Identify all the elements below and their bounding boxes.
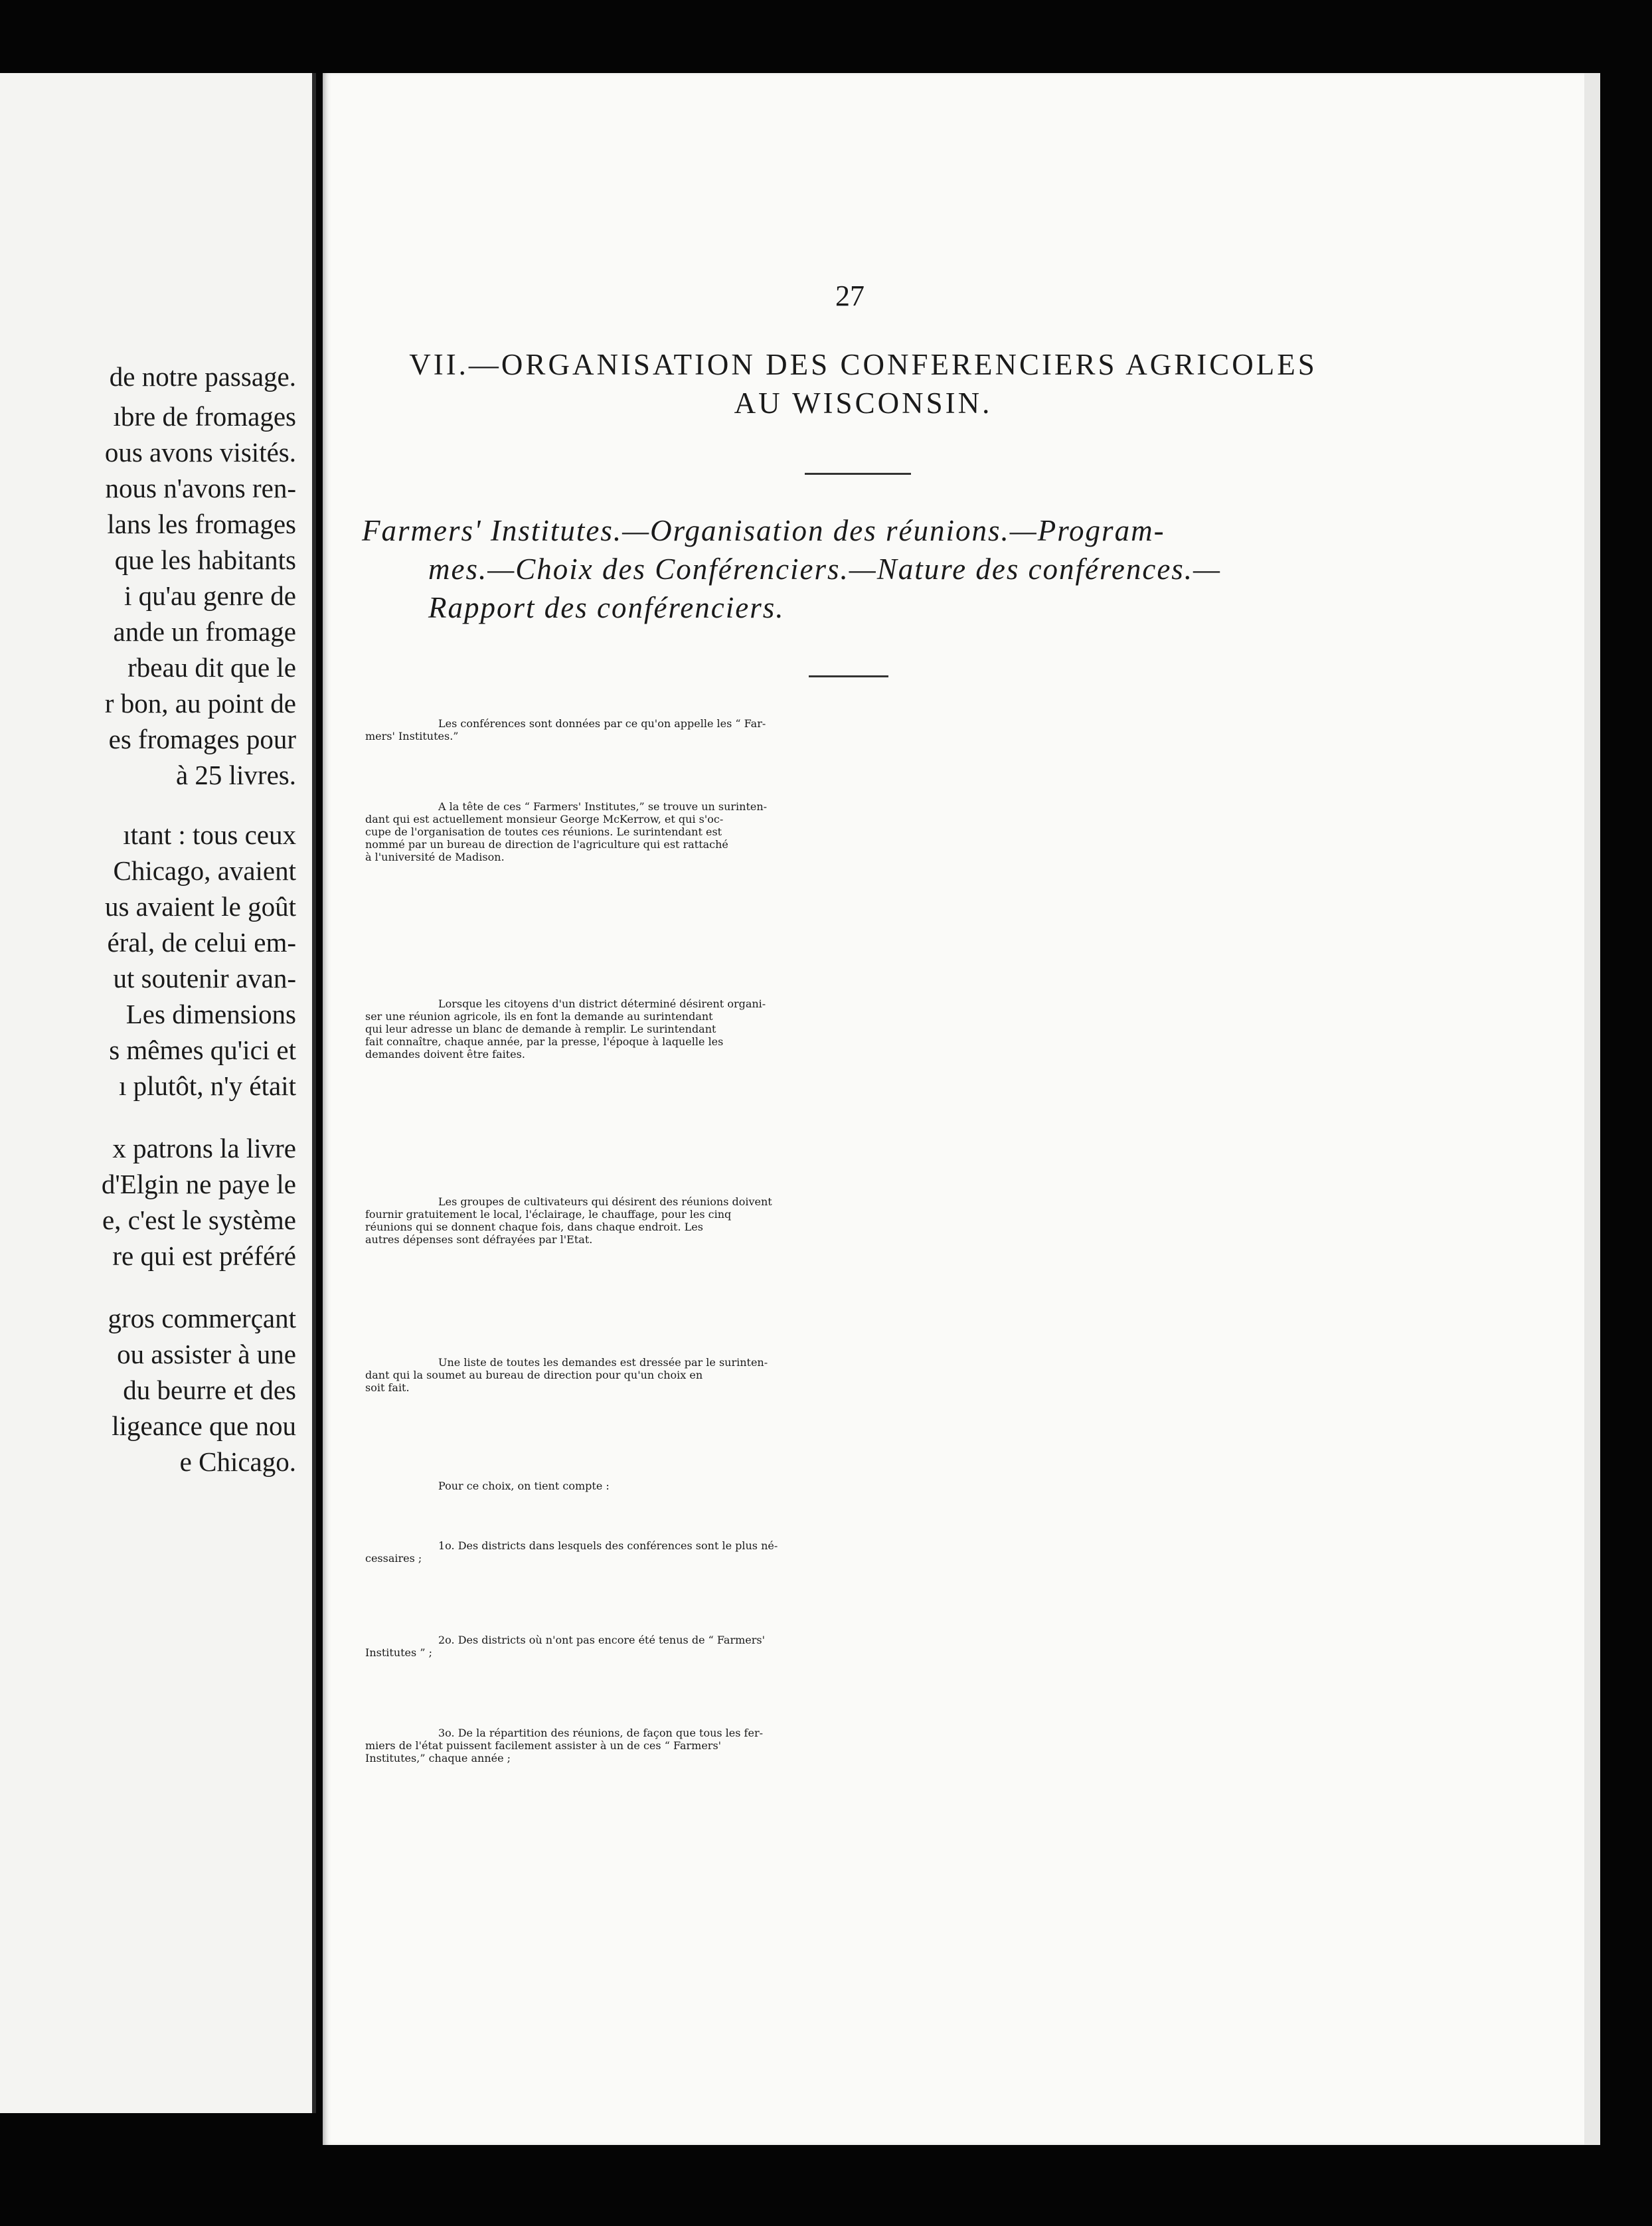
left-page-line: e Chicago. <box>179 1446 296 1477</box>
paragraph <box>365 800 1361 863</box>
list-item <box>365 1727 1361 1764</box>
paragraph-line: dant qui la soumet au bureau de direction pour qu'un choix en <box>365 1369 703 1381</box>
left-page-line: ı plutôt, n'y était <box>118 1070 296 1101</box>
left-page-line: us avaient le goût <box>104 891 296 922</box>
paragraph <box>365 1356 1361 1394</box>
left-page-line: gros commerçant <box>108 1303 296 1333</box>
summary-line-3: Rapport des conférenciers. <box>428 591 785 624</box>
paragraph-line: A la tête de ces “ Farmers' Institutes,” se trouve un surinten- <box>438 800 768 813</box>
page-edge <box>1584 73 1600 2145</box>
paragraph-line: cupe de l'organisation de toutes ces réunions. Le surintendant est <box>365 825 722 838</box>
left-page-line: du beurre et des <box>123 1375 296 1405</box>
paragraph-line: Pour ce choix, on tient compte : <box>438 1480 610 1492</box>
left-page-line: éral, de celui em- <box>107 927 296 958</box>
left-page-line: ıbre de fromages <box>113 401 296 432</box>
paragraph-line: demandes doivent être faites. <box>365 1048 525 1061</box>
left-page-line: ous avons visités. <box>104 437 296 468</box>
paragraph-line: qui leur adresse un blanc de demande à remplir. Le surintendant <box>365 1023 716 1035</box>
left-page-line: e, c'est le système <box>102 1205 296 1235</box>
left-page-line: re qui est préféré <box>112 1241 296 1271</box>
paragraph <box>365 1195 1361 1246</box>
left-page-line: de notre passage. <box>109 361 296 392</box>
list-item <box>365 1539 1361 1565</box>
left-page-line: i qu'au genre de <box>124 580 296 611</box>
divider-rule <box>805 473 911 475</box>
paragraph-line: dant qui est actuellement monsieur George McKerrow, et qui s'oc- <box>365 813 724 825</box>
chapter-title-line-1: VII.—ORGANISATION DES CONFERENCIERS AGRICOLES <box>409 348 1317 381</box>
left-page-line: d'Elgin ne paye le <box>101 1169 296 1199</box>
paragraph-line: Les groupes de cultivateurs qui désirent des réunions doivent <box>438 1195 772 1208</box>
left-page-fragment <box>0 73 316 2113</box>
left-page-line: rbeau dit que le <box>127 652 296 683</box>
paragraph-line: à l'université de Madison. <box>365 851 505 863</box>
paragraph-line: nommé par un bureau de direction de l'agriculture qui est rattaché <box>365 838 728 851</box>
paragraph <box>365 997 1361 1061</box>
left-page-line: es fromages pour <box>108 724 296 754</box>
chapter-summary <box>362 511 1358 627</box>
paragraph <box>365 717 1361 742</box>
left-page-line: ut soutenir avan- <box>113 963 296 993</box>
paragraph-line: 3o. De la répartition des réunions, de façon que tous les fer- <box>438 1727 763 1739</box>
paragraph-line: ser une réunion agricole, ils en font la demande au surintendant <box>365 1010 713 1023</box>
divider-rule <box>809 675 888 677</box>
paragraph-line: soit fait. <box>365 1381 410 1394</box>
left-page-line: lans les fromages <box>107 509 296 539</box>
paragraph-line: fournir gratuitement le local, l'éclairage, le chauffage, pour les cinq <box>365 1208 732 1221</box>
chapter-title-line-2: AU WISCONSIN. <box>734 386 993 420</box>
left-page-line: Les dimensions <box>125 999 296 1029</box>
left-page-line: ligeance que nou <box>112 1411 296 1441</box>
list-item <box>365 1634 1361 1659</box>
summary-line-1: Farmers' Institutes.—Organisation des réunions.—Program- <box>362 514 1165 547</box>
left-page-line: que les habitants <box>114 545 296 575</box>
left-page-line: x patrons la livre <box>112 1133 296 1163</box>
paragraph-line: 2o. Des districts où n'ont pas encore été tenus de “ Farmers' <box>438 1634 765 1646</box>
paragraph-line: Les conférences sont données par ce qu'on appelle les “ Far- <box>438 717 766 730</box>
page-number: 27 <box>835 280 865 312</box>
left-page-line: r bon, au point de <box>104 688 296 719</box>
summary-line-2: mes.—Choix des Conférenciers.—Nature des conférences.— <box>428 553 1222 586</box>
paragraph-line: Une liste de toutes les demandes est dressée par le surinten- <box>438 1356 768 1369</box>
paragraph-line: cessaires ; <box>365 1552 422 1565</box>
paragraph-line: fait connaître, chaque année, par la presse, l'époque à laquelle les <box>365 1035 724 1048</box>
paragraph-line: Institutes,” chaque année ; <box>365 1752 511 1764</box>
paragraph <box>365 1480 1361 1492</box>
paragraph-line: 1o. Des districts dans lesquels des conférences sont le plus né- <box>438 1539 778 1552</box>
left-page-line: ande un fromage <box>113 616 296 647</box>
left-page-line: ou assister à une <box>117 1339 296 1369</box>
paragraph-line: réunions qui se donnent chaque fois, dans chaque endroit. Les <box>365 1221 703 1233</box>
paragraph-line: autres dépenses sont défrayées par l'Etat. <box>365 1233 593 1246</box>
left-page-line: s mêmes qu'ici et <box>109 1035 296 1065</box>
paragraph-line: miers de l'état puissent facilement assister à un de ces “ Farmers' <box>365 1739 722 1752</box>
paragraph-line: Lorsque les citoyens d'un district déterminé désirent organi- <box>438 997 766 1010</box>
paragraph-line: mers' Institutes.” <box>365 730 459 742</box>
left-page-line: à 25 livres. <box>175 760 296 790</box>
chapter-title <box>359 345 1368 422</box>
left-page-line: nous n'avons ren- <box>105 473 296 503</box>
left-page-line: Chicago, avaient <box>113 855 296 886</box>
paragraph-line: Institutes ” ; <box>365 1646 432 1659</box>
left-page-line: ıtant : tous ceux <box>123 819 296 850</box>
